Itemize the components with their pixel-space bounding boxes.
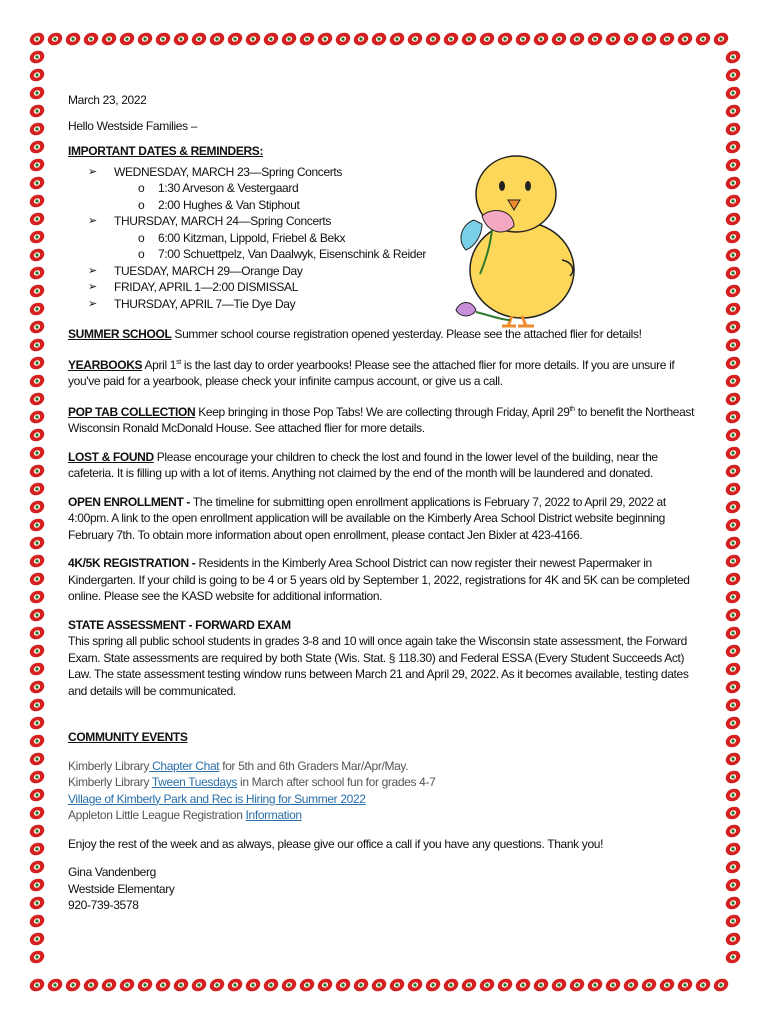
red-flower-icon xyxy=(658,976,676,994)
red-flower-icon xyxy=(118,30,136,48)
red-flower-icon xyxy=(724,498,742,516)
yearbooks-text-1: April 1 xyxy=(142,357,177,372)
red-flower-icon xyxy=(388,30,406,48)
red-flower-icon xyxy=(724,714,742,732)
red-flower-icon xyxy=(28,894,46,912)
red-flower-icon xyxy=(244,30,262,48)
red-flower-icon xyxy=(28,876,46,894)
date-item xyxy=(68,164,702,214)
red-flower-icon xyxy=(298,976,316,994)
red-flower-icon xyxy=(208,30,226,48)
date-item xyxy=(68,279,702,296)
red-flower-icon xyxy=(136,30,154,48)
red-flower-icon xyxy=(532,976,550,994)
red-flower-icon xyxy=(28,462,46,480)
red-flower-icon xyxy=(154,30,172,48)
date-subitem xyxy=(68,180,702,197)
red-flower-icon xyxy=(298,30,316,48)
red-flower-icon xyxy=(46,976,64,994)
community-line-1-prefix: Kimberly Library xyxy=(68,758,150,773)
open-enrollment-heading: OPEN ENROLLMENT - xyxy=(68,494,191,509)
red-flower-icon xyxy=(724,48,742,66)
red-flower-icon xyxy=(724,354,742,372)
red-flower-icon xyxy=(724,642,742,660)
red-flower-icon xyxy=(28,840,46,858)
red-flower-icon xyxy=(514,30,532,48)
circle-bullet-icon: o xyxy=(138,197,145,212)
newsletter-body xyxy=(68,92,702,914)
community-line-park-rec xyxy=(68,791,702,808)
red-flower-icon xyxy=(28,516,46,534)
red-flower-icon xyxy=(280,976,298,994)
red-flower-icon xyxy=(28,750,46,768)
right-flower-border xyxy=(724,48,742,976)
red-flower-icon xyxy=(226,30,244,48)
community-line-2-prefix: Kimberly Library xyxy=(68,775,152,789)
date-subitem xyxy=(68,230,702,247)
red-flower-icon xyxy=(406,30,424,48)
red-flower-icon xyxy=(724,480,742,498)
lost-found-heading: LOST & FOUND xyxy=(68,449,154,464)
red-flower-icon xyxy=(28,210,46,228)
red-flower-icon xyxy=(724,390,742,408)
lost-found-text: Please encourage your children to check the lost and found in the lower level of the building, near the cafeteria. It is filling up with a lot of items. Anything not claimed by the end of the month will be laundered and donated. xyxy=(68,449,658,480)
red-flower-icon xyxy=(100,976,118,994)
red-flower-icon xyxy=(28,948,46,966)
red-flower-icon xyxy=(622,976,640,994)
red-flower-icon xyxy=(640,976,658,994)
red-flower-icon xyxy=(28,858,46,876)
red-flower-icon xyxy=(532,30,550,48)
registration-4k5k-paragraph xyxy=(68,555,702,605)
red-flower-icon xyxy=(28,696,46,714)
arrow-bullet-icon: ➢ xyxy=(88,297,97,310)
red-flower-icon xyxy=(724,840,742,858)
red-flower-icon xyxy=(208,976,226,994)
community-line-4-prefix: Appleton Little League Registration xyxy=(68,808,246,822)
red-flower-icon xyxy=(424,30,442,48)
arrow-bullet-icon: ➢ xyxy=(88,281,97,293)
signature-name: Gina Vandenberg xyxy=(68,865,156,879)
yearbooks-heading: YEARBOOKS xyxy=(68,357,143,372)
pop-tab-heading: POP TAB COLLECTION xyxy=(68,404,196,419)
greeting: Hello Westside Families – xyxy=(68,118,198,133)
red-flower-icon xyxy=(724,750,742,768)
red-flower-icon xyxy=(724,138,742,156)
red-flower-icon xyxy=(724,444,742,462)
red-flower-icon xyxy=(46,30,64,48)
red-flower-icon xyxy=(442,30,460,48)
red-flower-icon xyxy=(724,516,742,534)
red-flower-icon xyxy=(724,246,742,264)
red-flower-icon xyxy=(724,300,742,318)
red-flower-icon xyxy=(28,570,46,588)
summer-school-text: Summer school course registration opened yesterday. Please see the attached flier for details! xyxy=(171,327,642,341)
red-flower-icon xyxy=(724,768,742,786)
red-flower-icon xyxy=(370,30,388,48)
red-flower-icon xyxy=(28,912,46,930)
red-flower-icon xyxy=(226,976,244,994)
red-flower-icon xyxy=(28,30,46,48)
red-flower-icon xyxy=(28,156,46,174)
red-flower-icon xyxy=(724,372,742,390)
red-flower-icon xyxy=(712,976,730,994)
red-flower-icon xyxy=(586,976,604,994)
red-flower-icon xyxy=(622,30,640,48)
red-flower-icon xyxy=(724,822,742,840)
arrow-bullet-icon: ➢ xyxy=(88,165,97,178)
arrow-bullet-icon: ➢ xyxy=(88,215,97,227)
date-subitem-text: 7:00 Schuettpelz, Van Daalwyk, Eisenschink & Reider xyxy=(158,247,427,261)
red-flower-icon xyxy=(496,30,514,48)
red-flower-icon xyxy=(724,120,742,138)
date-subitem-text: 2:00 Hughes & Van Stiphout xyxy=(158,197,300,212)
circle-bullet-icon: o xyxy=(138,230,145,245)
red-flower-icon xyxy=(28,48,46,66)
red-flower-icon xyxy=(28,282,46,300)
arrow-bullet-icon: ➢ xyxy=(88,264,97,277)
open-enrollment-text: The timeline for submitting open enrollment applications is February 7, 2022 to April 29, 2022 at 4:00pm. A link to the open enrollment application will be available on the Kimberly Area School District website beginning February 7th. To obtain more information about open enrollment, please contact Jen Bixler at 423-4166. xyxy=(68,494,666,542)
red-flower-icon xyxy=(28,426,46,444)
red-flower-icon xyxy=(28,976,46,994)
red-flower-icon xyxy=(28,480,46,498)
red-flower-icon xyxy=(724,534,742,552)
red-flower-icon xyxy=(724,228,742,246)
red-flower-icon xyxy=(28,768,46,786)
red-flower-icon xyxy=(280,30,298,48)
summer-school-heading: SUMMER SCHOOL xyxy=(68,327,172,341)
registration-4k5k-heading: 4K/5K REGISTRATION - xyxy=(68,556,196,570)
red-flower-icon xyxy=(724,948,742,966)
date-subitem-text: 1:30 Arveson & Vestergaard xyxy=(158,181,299,195)
red-flower-icon xyxy=(334,976,352,994)
red-flower-icon xyxy=(724,462,742,480)
red-flower-icon xyxy=(28,318,46,336)
red-flower-icon xyxy=(28,660,46,678)
red-flower-icon xyxy=(352,976,370,994)
date-subitems xyxy=(114,230,702,263)
red-flower-icon xyxy=(724,264,742,282)
date-item-text: FRIDAY, APRIL 1—2:00 DISMISSAL xyxy=(114,280,299,294)
yearbooks-paragraph xyxy=(68,355,702,390)
red-flower-icon xyxy=(64,976,82,994)
red-flower-icon xyxy=(550,976,568,994)
red-flower-icon xyxy=(28,678,46,696)
red-flower-icon xyxy=(316,976,334,994)
red-flower-icon xyxy=(724,894,742,912)
red-flower-icon xyxy=(28,408,46,426)
red-flower-icon xyxy=(136,976,154,994)
red-flower-icon xyxy=(724,732,742,750)
red-flower-icon xyxy=(28,588,46,606)
red-flower-icon xyxy=(724,786,742,804)
yearbooks-sup: st xyxy=(176,358,181,366)
red-flower-icon xyxy=(28,732,46,750)
community-line-little-league xyxy=(68,807,702,824)
red-flower-icon xyxy=(676,976,694,994)
red-flower-icon xyxy=(334,30,352,48)
red-flower-icon xyxy=(514,976,532,994)
red-flower-icon xyxy=(64,30,82,48)
state-assessment-text: This spring all public school students in grades 3-8 and 10 will once again take the Wisconsin state assessment, the Forward Exam. State assessments are required by both State (Wis. Stat. § 118.30) and Federal ESSA (Every Student Succeeds Act) Law. The state assessment testing window runs between March 21 and April 29, 2022. As it becomes available, testing dates and details will be communicated. xyxy=(68,634,689,698)
pop-tab-paragraph xyxy=(68,402,702,437)
red-flower-icon xyxy=(28,246,46,264)
red-flower-icon xyxy=(478,976,496,994)
red-flower-icon xyxy=(478,30,496,48)
red-flower-icon xyxy=(724,624,742,642)
red-flower-icon xyxy=(724,912,742,930)
red-flower-icon xyxy=(28,714,46,732)
date-item xyxy=(68,263,702,280)
red-flower-icon xyxy=(28,120,46,138)
red-flower-icon xyxy=(28,444,46,462)
red-flower-icon xyxy=(424,976,442,994)
red-flower-icon xyxy=(28,930,46,948)
left-flower-border xyxy=(28,48,46,976)
red-flower-icon xyxy=(724,588,742,606)
red-flower-icon xyxy=(28,390,46,408)
red-flower-icon xyxy=(28,264,46,282)
pop-tab-sup: th xyxy=(569,405,575,413)
open-enrollment-paragraph xyxy=(68,494,702,544)
red-flower-icon xyxy=(406,976,424,994)
red-flower-icon xyxy=(550,30,568,48)
date-item xyxy=(68,296,702,313)
red-flower-icon xyxy=(82,976,100,994)
little-league-information-link[interactable]: Information xyxy=(245,808,302,822)
red-flower-icon xyxy=(352,30,370,48)
community-line-2-suffix: in March after school fun for grades 4-7 xyxy=(237,775,436,789)
community-line-tween-tuesdays xyxy=(68,774,702,791)
red-flower-icon xyxy=(172,30,190,48)
red-flower-icon xyxy=(460,30,478,48)
red-flower-icon xyxy=(28,606,46,624)
pop-tab-text-2: to benefit the Northeast Wisconsin Ronald McDonald House. See attached flier for more details. xyxy=(68,404,695,435)
date-subitem xyxy=(68,246,702,263)
red-flower-icon xyxy=(724,696,742,714)
red-flower-icon xyxy=(244,976,262,994)
red-flower-icon xyxy=(724,282,742,300)
red-flower-icon xyxy=(28,300,46,318)
lost-found-paragraph xyxy=(68,449,702,482)
red-flower-icon xyxy=(676,30,694,48)
date-subitem xyxy=(68,197,702,214)
community-line-chapter-chat xyxy=(68,758,702,775)
park-rec-hiring-link[interactable]: Village of Kimberly Park and Rec is Hiring for Summer 2022 xyxy=(68,791,366,806)
red-flower-icon xyxy=(262,976,280,994)
red-flower-icon xyxy=(82,30,100,48)
bottom-flower-border xyxy=(28,976,742,994)
red-flower-icon xyxy=(118,976,136,994)
red-flower-icon xyxy=(724,606,742,624)
red-flower-icon xyxy=(724,102,742,120)
red-flower-icon xyxy=(496,976,514,994)
date-item-text: TUESDAY, MARCH 29—Orange Day xyxy=(114,263,303,278)
date-subitem-text: 6:00 Kitzman, Lippold, Friebel & Bekx xyxy=(158,230,346,245)
red-flower-icon xyxy=(28,336,46,354)
red-flower-icon xyxy=(460,976,478,994)
red-flower-icon xyxy=(694,976,712,994)
summer-school-paragraph xyxy=(68,326,702,343)
red-flower-icon xyxy=(724,408,742,426)
top-flower-border xyxy=(28,30,742,48)
important-dates-list xyxy=(68,164,702,313)
red-flower-icon xyxy=(442,976,460,994)
red-flower-icon xyxy=(724,858,742,876)
date-item xyxy=(68,213,702,263)
red-flower-icon xyxy=(28,192,46,210)
red-flower-icon xyxy=(568,976,586,994)
red-flower-icon xyxy=(724,174,742,192)
red-flower-icon xyxy=(28,642,46,660)
red-flower-icon xyxy=(190,976,208,994)
red-flower-icon xyxy=(28,786,46,804)
signature-phone: 920-739-3578 xyxy=(68,898,139,912)
red-flower-icon xyxy=(190,30,208,48)
red-flower-icon xyxy=(604,30,622,48)
date-item-text: THURSDAY, MARCH 24—Spring Concerts xyxy=(114,214,332,228)
red-flower-icon xyxy=(658,30,676,48)
red-flower-icon xyxy=(172,976,190,994)
date-subitems xyxy=(114,180,702,213)
red-flower-icon xyxy=(640,30,658,48)
red-flower-icon xyxy=(28,804,46,822)
red-flower-icon xyxy=(712,30,730,48)
red-flower-icon xyxy=(724,876,742,894)
red-flower-icon xyxy=(28,372,46,390)
red-flower-icon xyxy=(724,66,742,84)
red-flower-icon xyxy=(28,624,46,642)
community-line-1-suffix: for 5th and 6th Graders Mar/Apr/May. xyxy=(219,758,409,773)
pop-tab-text-1: Keep bringing in those Pop Tabs! We are collecting through Friday, April 29 xyxy=(195,404,570,419)
closing-text: Enjoy the rest of the week and as always, please give our office a call if you have any questions. Thank you! xyxy=(68,836,604,851)
signature-school: Westside Elementary xyxy=(68,881,175,896)
red-flower-icon xyxy=(694,30,712,48)
red-flower-icon xyxy=(28,228,46,246)
red-flower-icon xyxy=(724,210,742,228)
red-flower-icon xyxy=(28,354,46,372)
red-flower-icon xyxy=(28,552,46,570)
letter-date: March 23, 2022 xyxy=(68,93,147,107)
red-flower-icon xyxy=(724,552,742,570)
red-flower-icon xyxy=(28,84,46,102)
red-flower-icon xyxy=(724,678,742,696)
red-flower-icon xyxy=(28,174,46,192)
red-flower-icon xyxy=(316,30,334,48)
red-flower-icon xyxy=(724,570,742,588)
tween-tuesdays-link[interactable]: Tween Tuesdays xyxy=(151,775,238,789)
red-flower-icon xyxy=(370,976,388,994)
red-flower-icon xyxy=(724,930,742,948)
red-flower-icon xyxy=(724,192,742,210)
red-flower-icon xyxy=(724,804,742,822)
red-flower-icon xyxy=(724,426,742,444)
chapter-chat-link[interactable]: Chapter Chat xyxy=(149,758,220,773)
red-flower-icon xyxy=(28,498,46,516)
red-flower-icon xyxy=(604,976,622,994)
date-item-text: WEDNESDAY, MARCH 23—Spring Concerts xyxy=(114,164,343,179)
community-events-heading: COMMUNITY EVENTS xyxy=(68,730,188,744)
red-flower-icon xyxy=(28,138,46,156)
red-flower-icon xyxy=(724,318,742,336)
red-flower-icon xyxy=(28,102,46,120)
red-flower-icon xyxy=(568,30,586,48)
red-flower-icon xyxy=(724,660,742,678)
red-flower-icon xyxy=(154,976,172,994)
red-flower-icon xyxy=(724,156,742,174)
yearbooks-text-2: is the last day to order yearbooks! Please see the attached flier for more details. If you are unsure if you've paid for a yearbook, please check your infinite campus account, or give us a call. xyxy=(68,357,675,388)
red-flower-icon xyxy=(262,30,280,48)
date-item-text: THURSDAY, APRIL 7—Tie Dye Day xyxy=(114,296,296,311)
important-dates-heading: IMPORTANT DATES & REMINDERS: xyxy=(68,144,264,158)
red-flower-icon xyxy=(28,534,46,552)
registration-4k5k-text: Residents in the Kimberly Area School District can now register their newest Papermaker in Kindergarten. If your child is going to be 4 or 5 years old by September 1, 2022, registrations for 4K and 5K can be completed online. Please see the KASD website for additional information. xyxy=(68,556,690,603)
state-assessment-heading: STATE ASSESSMENT - FORWARD EXAM xyxy=(68,617,291,632)
circle-bullet-icon: o xyxy=(138,247,145,261)
red-flower-icon xyxy=(724,84,742,102)
circle-bullet-icon: o xyxy=(138,181,145,195)
red-flower-icon xyxy=(28,66,46,84)
red-flower-icon xyxy=(28,822,46,840)
red-flower-icon xyxy=(388,976,406,994)
red-flower-icon xyxy=(724,336,742,354)
red-flower-icon xyxy=(100,30,118,48)
red-flower-icon xyxy=(586,30,604,48)
